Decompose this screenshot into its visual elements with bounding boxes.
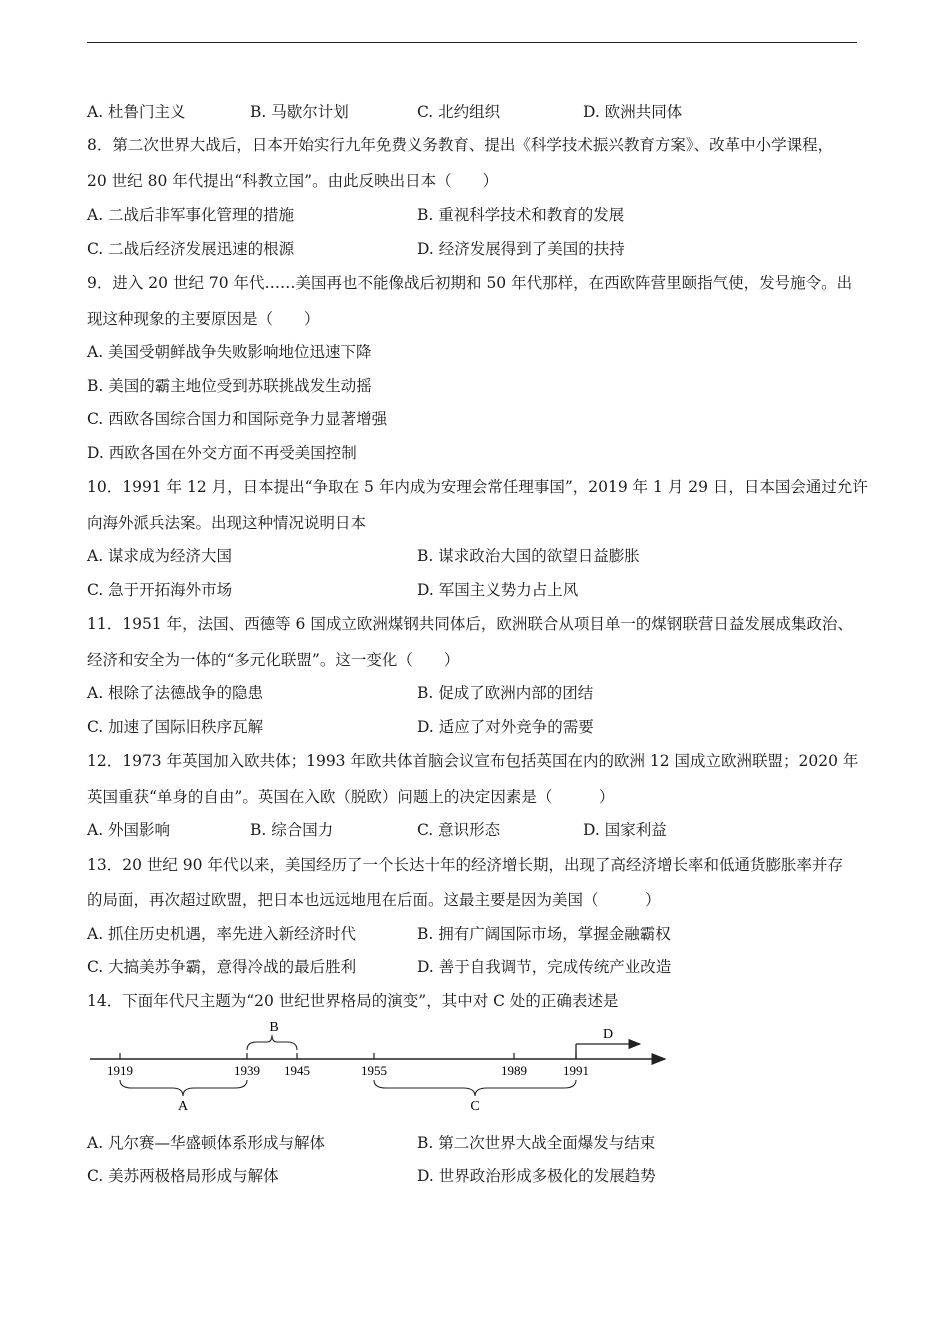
q8-stem-1: 8．第二次世界大战后，日本开始实行九年免费义务教育、提出《科学技术振兴教育方案》、改革中小学课程， xyxy=(87,136,834,154)
q14-option-b: B. 第二次世界大战全面爆发与结束 xyxy=(417,1134,656,1152)
label-c: C xyxy=(470,1099,480,1113)
q14-option-a: A. 凡尔赛—华盛顿体系形成与解体 xyxy=(87,1134,326,1152)
q8-option-c: C. 二战后经济发展迅速的根源 xyxy=(87,240,295,258)
q9-option-c: C. 西欧各国综合国力和国际竞争力显著增强 xyxy=(87,410,388,428)
q10-stem-2: 向海外派兵法案。出现这种情况说明日本 xyxy=(87,514,367,532)
q8-option-a: A. 二战后非军事化管理的措施 xyxy=(87,206,295,224)
q11-stem-1: 11．1951 年，法国、西德等 6 国成立欧洲煤钢共同体后，欧洲联合从项目单一的煤钢联营日益发展成集政治、 xyxy=(87,615,853,633)
q9-stem-1: 9．进入 20 世纪 70 年代……美国再也不能像战后初期和 50 年代那样，在西欧阵营里颐指气使，发号施令。出 xyxy=(87,274,853,292)
q12-stem-1: 12．1973 年英国加入欧共体；1993 年欧共体首脑会议宣布包括英国在内的欧洲 12 国成立欧洲联盟；2020 年 xyxy=(87,752,859,770)
q14-option-c: C. 美苏两极格局形成与解体 xyxy=(87,1167,279,1185)
q10-stem-1: 10．1991 年 12 月，日本提出“争取在 5 年内成为安理会常任理事国”，2019 年 1 月 29 日，日本国会通过允许 xyxy=(87,478,868,496)
prev-option-a: A. 杜鲁门主义 xyxy=(87,103,186,121)
year-1939: 1939 xyxy=(234,1063,260,1078)
q11-stem-2: 经济和安全为一体的“多元化联盟”。这一变化（ ） xyxy=(87,651,460,669)
label-b: B xyxy=(269,1020,279,1035)
q14-option-d: D. 世界政治形成多极化的发展趋势 xyxy=(417,1167,656,1185)
q13-stem-1: 13．20 世纪 90 年代以来，美国经历了一个长达十年的经济增长期，出现了高经济增长率和低通货膨胀率并存 xyxy=(87,856,843,874)
q12-stem-2: 英国重获“单身的自由”。英国在入欧（脱欧）问题上的决定因素是（ ） xyxy=(87,788,615,806)
prev-option-c: C. 北约组织 xyxy=(417,103,501,121)
label-d: D xyxy=(602,1027,614,1042)
header-rule xyxy=(87,42,857,43)
q13-option-b: B. 拥有广阔国际市场，掌握金融霸权 xyxy=(417,925,671,943)
brace-a xyxy=(120,1080,247,1096)
q11-option-d: D. 适应了对外竞争的需要 xyxy=(417,718,594,736)
q14-stem-1: 14．下面年代尺主题为“20 世纪世界格局的演变”，其中对 C 处的正确表述是 xyxy=(87,992,619,1010)
q9-stem-2: 现这种现象的主要原因是（ ） xyxy=(87,310,320,328)
year-1945: 1945 xyxy=(284,1063,310,1078)
brace-b xyxy=(247,1035,297,1050)
q9-option-b: B. 美国的霸主地位受到苏联挑战发生动摇 xyxy=(87,377,372,395)
brace-c xyxy=(374,1080,576,1096)
year-1955: 1955 xyxy=(361,1063,387,1078)
prev-option-b: B. 马歇尔计划 xyxy=(250,103,349,121)
q13-option-c: C. 大搞美苏争霸，意得冷战的最后胜利 xyxy=(87,958,357,976)
q12-option-a: A. 外国影响 xyxy=(87,821,171,839)
q10-option-b: B. 谋求政治大国的欲望日益膨胀 xyxy=(417,547,640,565)
q8-option-d: D. 经济发展得到了美国的扶持 xyxy=(417,240,625,258)
q12-option-c: C. 意识形态 xyxy=(417,821,501,839)
q10-option-c: C. 急于开拓海外市场 xyxy=(87,581,233,599)
label-a: A xyxy=(177,1099,189,1113)
q12-option-d: D. 国家利益 xyxy=(583,821,667,839)
q11-option-c: C. 加速了国际旧秩序瓦解 xyxy=(87,718,264,736)
prev-option-d: D. 欧洲共同体 xyxy=(583,103,683,121)
q13-stem-2: 的局面，再次超过欧盟，把日本也远远地甩在后面。这最主要是因为美国（ ） xyxy=(87,891,661,909)
q11-option-a: A. 根除了法德战争的隐患 xyxy=(87,684,264,702)
q12-option-b: B. 综合国力 xyxy=(250,821,334,839)
q10-option-d: D. 军国主义势力占上风 xyxy=(417,581,579,599)
year-1991: 1991 xyxy=(563,1063,589,1078)
year-1919: 1919 xyxy=(107,1063,133,1078)
q13-option-d: D. 善于自我调节，完成传统产业改造 xyxy=(417,958,672,976)
q10-option-a: A. 谋求成为经济大国 xyxy=(87,547,233,565)
q8-stem-2: 20 世纪 80 年代提出“科教立国”。由此反映出日本（ ） xyxy=(87,172,499,190)
q13-option-a: A. 抓住历史机遇，率先进入新经济时代 xyxy=(87,925,357,943)
q8-option-b: B. 重视科学技术和教育的发展 xyxy=(417,206,625,224)
year-1989: 1989 xyxy=(501,1063,527,1078)
timeline-figure xyxy=(80,1018,680,1113)
q9-option-a: A. 美国受朝鲜战争失败影响地位迅速下降 xyxy=(87,343,372,361)
q9-option-d: D. 西欧各国在外交方面不再受美国控制 xyxy=(87,444,357,462)
q11-option-b: B. 促成了欧洲内部的团结 xyxy=(417,684,594,702)
